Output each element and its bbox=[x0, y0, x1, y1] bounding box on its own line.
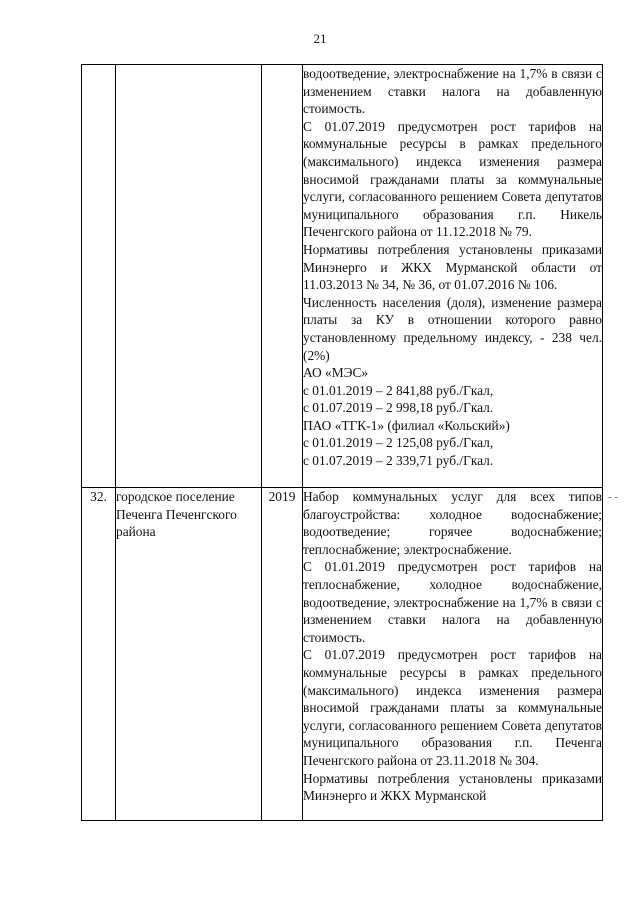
row-number-cell: 32. bbox=[82, 488, 116, 821]
tariff-line: с 01.07.2019 – 2 339,71 руб./Гкал. bbox=[303, 453, 494, 469]
paragraph: водоотведение, электроснабжение на 1,7% в связи с изменением ставки налога на добавленную стоимость. bbox=[303, 66, 602, 117]
page-number: 21 bbox=[313, 31, 327, 46]
tariff-line: ПАО «ТГК-1» (филиал «Кольский») bbox=[303, 417, 510, 433]
description-cell bbox=[303, 488, 603, 821]
tariff-line: с 01.01.2019 – 2 841,88 руб./Гкал, bbox=[303, 382, 494, 398]
tariff-line: АО «МЭС» bbox=[303, 365, 369, 381]
paragraph: С 01.07.2019 предусмотрен рост тарифов на коммунальные ресурсы в рамках предельного (максимального) индекса изменения размера вносимой гражданами платы за коммунальные услуги, согласованного решением Совета депутатов муниципального образования г.п. Никель Печенгского района от 11.12.2018 № 79. bbox=[303, 118, 602, 240]
description-cell bbox=[303, 65, 603, 488]
paragraph: Нормативы потребления установлены приказами Минэнерго и ЖКХ Мурманской области от 11.03.2013 № 34, № 36, от 01.07.2016 № 106. bbox=[303, 241, 602, 293]
year-cell: 2019 bbox=[262, 488, 303, 821]
paragraph: Набор коммунальных услуг для всех типов благоустройства: холодное водоснабжение; водоотведение; горячее водоснабжение; теплоснабжение; электроснабжение. bbox=[303, 489, 602, 557]
margin-mark: - - bbox=[608, 491, 619, 503]
settlement-cell: городское поселение Печенга Печенгского района bbox=[116, 488, 262, 821]
paragraph: Численность населения (доля), изменение размера платы за КУ в отношении которого равно установленному предельному индексу, - 238 чел. (2%) bbox=[303, 294, 602, 363]
tariff-line: с 01.07.2019 – 2 998,18 руб./Гкал. bbox=[303, 400, 494, 416]
tariff-table bbox=[81, 64, 603, 821]
year-cell bbox=[262, 65, 303, 488]
row-number-cell bbox=[82, 65, 116, 488]
paragraph: Нормативы потребления установлены приказами Минэнерго и ЖКХ Мурманской bbox=[303, 770, 602, 804]
paragraph: С 01.07.2019 предусмотрен рост тарифов на коммунальные ресурсы в рамках предельного (максимального) индекса изменения размера вносимой гражданами платы за коммунальные услуги, согласованного решением Совета депутатов муниципального образования г.п. Печенга Печенгского района от 23.11.2018 № 304. bbox=[303, 647, 602, 768]
paragraph: С 01.01.2019 предусмотрен рост тарифов на теплоснабжение, холодное водоснабжение, водоотведение, электроснабжение на 1,7% в связи с изменением ставки налога на добавленную стоимость. bbox=[303, 559, 602, 645]
table-row bbox=[82, 65, 603, 488]
table-row bbox=[82, 488, 603, 821]
settlement-cell bbox=[116, 65, 262, 488]
tariff-line: с 01.01.2019 – 2 125,08 руб./Гкал, bbox=[303, 435, 494, 451]
